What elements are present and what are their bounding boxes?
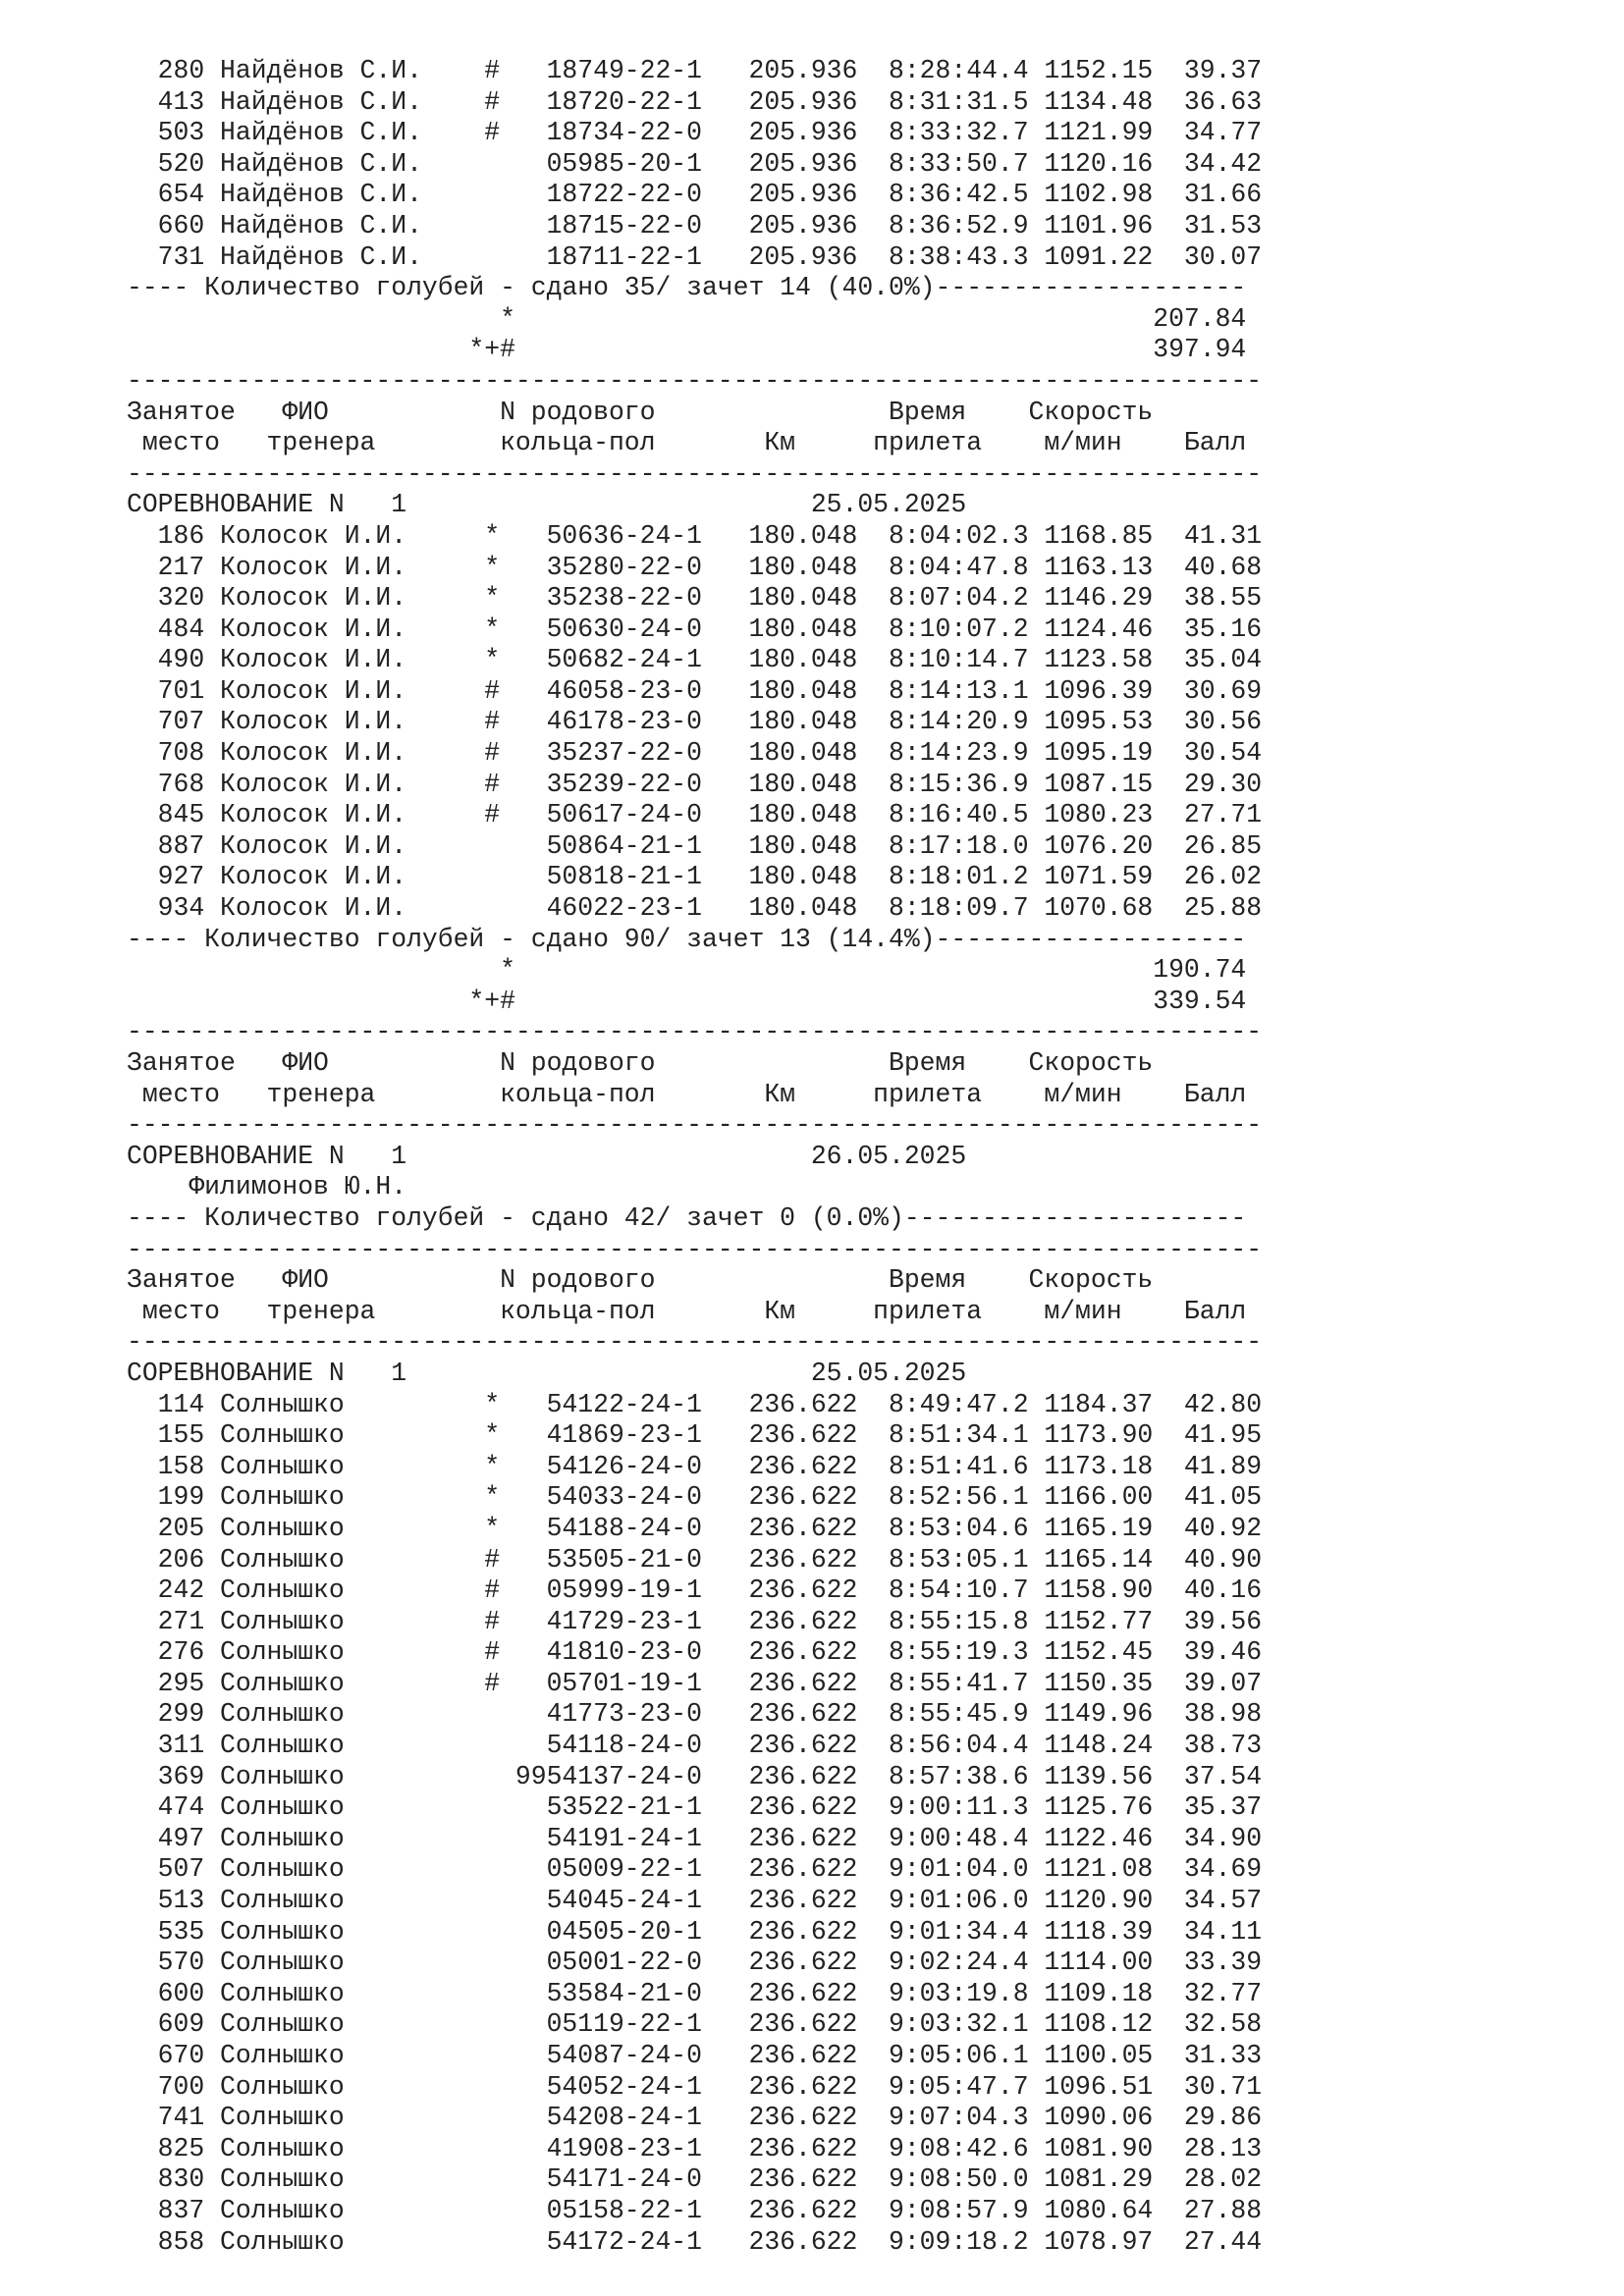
separator-line: ------------------------------------------------------------------------- [127, 458, 1263, 489]
column-header-line: место тренера кольца-пол Км прилета м/мин Балл [127, 1079, 1247, 1109]
result-row: 654 Найдёнов С.И. 18722-22-0 205.936 8:36:42.5 1102.98 31.66 [127, 180, 1263, 210]
result-row: 927 Колосок И.И. 50818-21-1 180.048 8:18:01.2 1071.59 26.02 [127, 862, 1263, 892]
column-header-line: место тренера кольца-пол Км прилета м/мин Балл [127, 1296, 1247, 1326]
result-row: 320 Колосок И.И. * 35238-22-0 180.048 8:07:04.2 1146.29 38.55 [127, 583, 1263, 614]
result-row: 490 Колосок И.И. * 50682-24-1 180.048 8:10:14.7 1123.58 35.04 [127, 645, 1263, 675]
result-row: 158 Солнышко * 54126-24-0 236.622 8:51:41.6 1173.18 41.89 [127, 1451, 1263, 1481]
result-row: 155 Солнышко * 41869-23-1 236.622 8:51:34.1 1173.90 41.95 [127, 1420, 1263, 1451]
result-row: 741 Солнышко 54208-24-1 236.622 9:07:04.3 1090.06 29.86 [127, 2103, 1263, 2133]
separator-line: ------------------------------------------------------------------------- [127, 1234, 1263, 1264]
result-row: 825 Солнышко 41908-23-1 236.622 9:08:42.6 1081.90 28.13 [127, 2133, 1263, 2163]
column-header-line: место тренера кольца-пол Км прилета м/мин Балл [127, 428, 1247, 458]
separator-line: ------------------------------------------------------------------------- [127, 1017, 1263, 1047]
separator-line: ------------------------------------------------------------------------- [127, 1110, 1263, 1141]
result-row: 206 Солнышко # 53505-21-0 236.622 8:53:05.1 1165.14 40.90 [127, 1544, 1263, 1575]
result-row: 858 Солнышко 54172-24-1 236.622 9:09:18.2 1078.97 27.44 [127, 2226, 1263, 2257]
result-row: 731 Найдёнов С.И. 18711-22-1 205.936 8:38:43.3 1091.22 30.07 [127, 241, 1263, 272]
result-row: 845 Колосок И.И. # 50617-24-0 180.048 8:16:40.5 1080.23 27.71 [127, 800, 1263, 830]
result-row: 186 Колосок И.И. * 50636-24-1 180.048 8:04:02.3 1168.85 41.31 [127, 520, 1263, 551]
result-row: 311 Солнышко 54118-24-0 236.622 8:56:04.4 1148.24 38.73 [127, 1731, 1263, 1761]
result-row: 934 Колосок И.И. 46022-23-1 180.048 8:18:09.7 1070.68 25.88 [127, 893, 1263, 924]
result-row: 217 Колосок И.И. * 35280-22-0 180.048 8:04:47.8 1163.13 40.68 [127, 552, 1263, 582]
result-row: 205 Солнышко * 54188-24-0 236.622 8:53:04.6 1165.19 40.92 [127, 1513, 1263, 1543]
competition-header: СОРЕВНОВАНИЕ N 1 26.05.2025 [127, 1141, 967, 1171]
pigeon-count-summary: ---- Количество голубей - сдано 90/ зачет 13 (14.4%)-------------------- [127, 924, 1247, 954]
result-row: 708 Колосок И.И. # 35237-22-0 180.048 8:14:23.9 1095.19 30.54 [127, 738, 1263, 769]
result-row: 199 Солнышко * 54033-24-0 236.622 8:52:56.1 1166.00 41.05 [127, 1482, 1263, 1513]
results-printout [127, 56, 1262, 2258]
result-row: 660 Найдёнов С.И. 18715-22-0 205.936 8:36:52.9 1101.96 31.53 [127, 210, 1263, 240]
column-header-line: Занятое ФИО N родового Время Скорость [127, 1265, 1154, 1296]
result-row: 507 Солнышко 05009-22-1 236.622 9:01:04.0 1121.08 34.69 [127, 1854, 1263, 1885]
pigeon-count-summary: ---- Количество голубей - сдано 42/ зачет 0 (0.0%)---------------------- [127, 1202, 1247, 1233]
score-total-line: *+# 339.54 [127, 986, 1247, 1016]
result-row: 484 Колосок И.И. * 50630-24-0 180.048 8:10:07.2 1124.46 35.16 [127, 614, 1263, 644]
separator-line: ------------------------------------------------------------------------- [127, 365, 1263, 396]
result-row: 670 Солнышко 54087-24-0 236.622 9:05:06.1 1100.05 31.33 [127, 2041, 1263, 2070]
score-total-line: * 207.84 [127, 303, 1247, 334]
result-row: 535 Солнышко 04505-20-1 236.622 9:01:34.4 1118.39 34.11 [127, 1916, 1263, 1947]
result-row: 609 Солнышко 05119-22-1 236.622 9:03:32.1 1108.12 32.58 [127, 2009, 1263, 2040]
result-row: 242 Солнышко # 05999-19-1 236.622 8:54:10.7 1158.90 40.16 [127, 1575, 1263, 1606]
result-row: 271 Солнышко # 41729-23-1 236.622 8:55:15.8 1152.77 39.56 [127, 1606, 1263, 1636]
score-total-line: * 190.74 [127, 955, 1247, 986]
result-row: 570 Солнышко 05001-22-0 236.622 9:02:24.4 1114.00 33.39 [127, 1948, 1263, 1978]
participant-name-line: Филимонов Ю.Н. [127, 1172, 407, 1202]
result-row: 474 Солнышко 53522-21-1 236.622 9:00:11.3 1125.76 35.37 [127, 1792, 1263, 1823]
result-row: 887 Колосок И.И. 50864-21-1 180.048 8:17:18.0 1076.20 26.85 [127, 830, 1263, 861]
result-row: 369 Солнышко 9954137-24-0 236.622 8:57:38.6 1139.56 37.54 [127, 1761, 1263, 1791]
competition-header: СОРЕВНОВАНИЕ N 1 25.05.2025 [127, 1358, 967, 1388]
result-row: 600 Солнышко 53584-21-0 236.622 9:03:19.8 1109.18 32.77 [127, 1978, 1263, 2008]
column-header-line: Занятое ФИО N родового Время Скорость [127, 397, 1154, 427]
result-row: 295 Солнышко # 05701-19-1 236.622 8:55:41.7 1150.35 39.07 [127, 1668, 1263, 1698]
separator-line: ------------------------------------------------------------------------- [127, 1327, 1263, 1358]
result-row: 701 Колосок И.И. # 46058-23-0 180.048 8:14:13.1 1096.39 30.69 [127, 675, 1263, 706]
pigeon-count-summary: ---- Количество голубей - сдано 35/ зачет 14 (40.0%)-------------------- [127, 273, 1247, 303]
result-row: 837 Солнышко 05158-22-1 236.622 9:08:57.9 1080.64 27.88 [127, 2195, 1263, 2225]
score-total-line: *+# 397.94 [127, 335, 1247, 365]
result-row: 280 Найдёнов С.И. # 18749-22-1 205.936 8:28:44.4 1152.15 39.37 [127, 56, 1263, 85]
column-header-line: Занятое ФИО N родового Время Скорость [127, 1048, 1154, 1078]
result-row: 503 Найдёнов С.И. # 18734-22-0 205.936 8:33:32.7 1121.99 34.77 [127, 118, 1263, 148]
result-row: 707 Колосок И.И. # 46178-23-0 180.048 8:14:20.9 1095.53 30.56 [127, 707, 1263, 737]
results-lines [127, 56, 1262, 2258]
result-row: 513 Солнышко 54045-24-1 236.622 9:01:06.0 1120.90 34.57 [127, 1886, 1263, 1916]
result-row: 768 Колосок И.И. # 35239-22-0 180.048 8:15:36.9 1087.15 29.30 [127, 769, 1263, 799]
result-row: 497 Солнышко 54191-24-1 236.622 9:00:48.4 1122.46 34.90 [127, 1823, 1263, 1853]
result-row: 114 Солнышко * 54122-24-1 236.622 8:49:47.2 1184.37 42.80 [127, 1389, 1263, 1419]
competition-header: СОРЕВНОВАНИЕ N 1 25.05.2025 [127, 490, 967, 520]
result-row: 413 Найдёнов С.И. # 18720-22-1 205.936 8:31:31.5 1134.48 36.63 [127, 86, 1263, 117]
result-row: 700 Солнышко 54052-24-1 236.622 9:05:47.7 1096.51 30.71 [127, 2071, 1263, 2102]
result-row: 520 Найдёнов С.И. 05985-20-1 205.936 8:33:50.7 1120.16 34.42 [127, 148, 1263, 179]
result-row: 830 Солнышко 54171-24-0 236.622 9:08:50.0 1081.29 28.02 [127, 2164, 1263, 2195]
result-row: 299 Солнышко 41773-23-0 236.622 8:55:45.9 1149.96 38.98 [127, 1699, 1263, 1730]
result-row: 276 Солнышко # 41810-23-0 236.622 8:55:19.3 1152.45 39.46 [127, 1637, 1263, 1668]
